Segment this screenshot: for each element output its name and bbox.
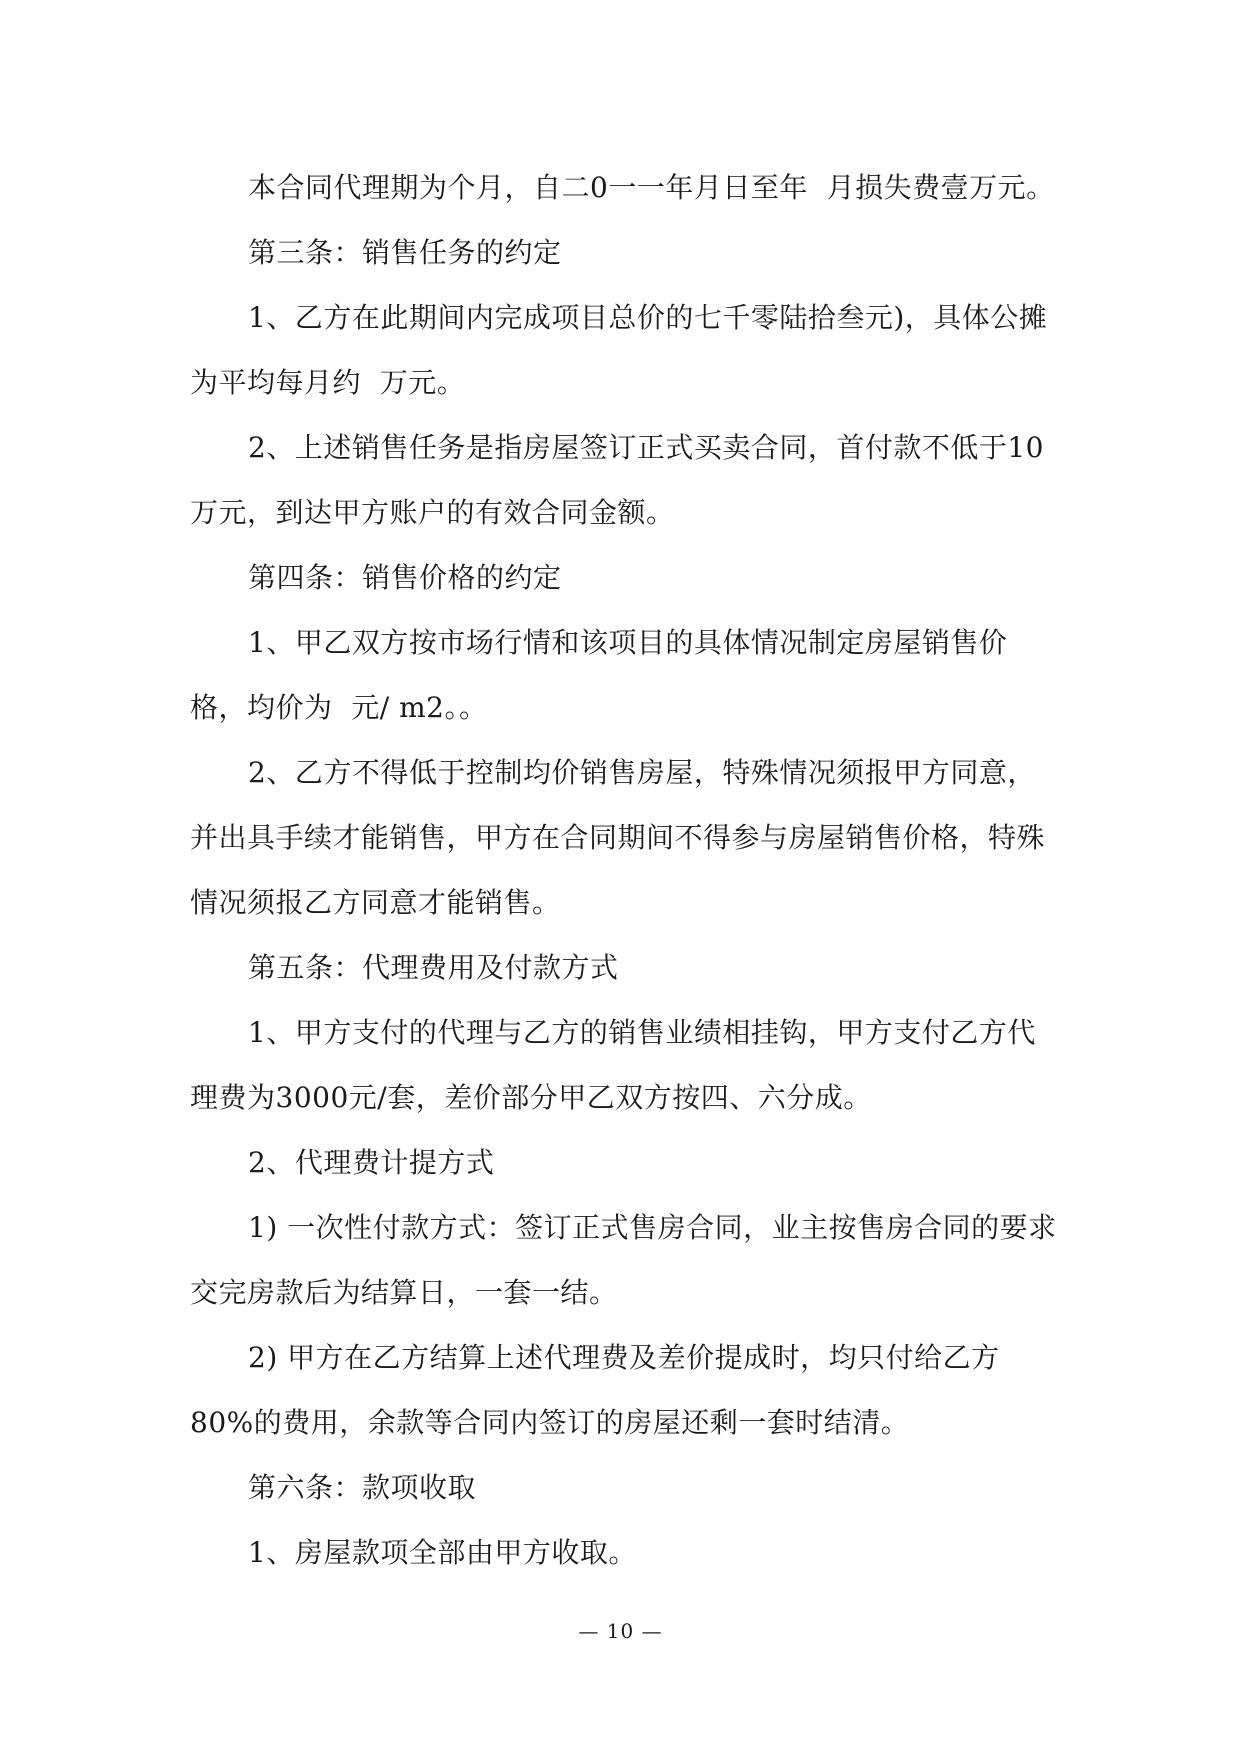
heading-article-4: 第四条：销售价格的约定 [248, 561, 562, 594]
heading-article-6: 第六条：款项收取 [248, 1471, 477, 1504]
paragraph-5-2-1: 1) 一次性付款方式：签订正式售房合同，业主按售房合同的要求交完房款后为结算日，一套一结。 [190, 1211, 1057, 1309]
paragraph-4-1: 1、甲乙双方按市场行情和该项目的具体情况制定房屋销售价格，均价为 元/ m2。。 [190, 626, 1008, 724]
paragraph-3-1: 1、乙方在此期间内完成项目总价的七千零陆拾叁元)，具体公摊为平均每月约 万元。 [190, 301, 1048, 399]
paragraph-6-1: 1、房屋款项全部由甲方收取。 [248, 1536, 637, 1569]
paragraph-4-2: 2、乙方不得低于控制均价销售房屋，特殊情况须报甲方同意，并出具手续才能销售，甲方在合同期间不得参与房屋销售价格，特殊情况须报乙方同意才能销售。 [190, 756, 1046, 919]
page-number: — 10 — [578, 1619, 663, 1643]
heading-article-3: 第三条：销售任务的约定 [248, 236, 562, 269]
paragraph-5-2-2: 2) 甲方在乙方结算上述代理费及差价提成时，均只付给乙方80%的费用，余款等合同内签订的房屋还剩一套时结清。 [190, 1341, 1000, 1439]
paragraph-5-2: 2、代理费计提方式 [248, 1146, 495, 1179]
document-body [190, 155, 1060, 1585]
paragraph-3-2: 2、上述销售任务是指房屋签订正式买卖合同，首付款不低于10万元，到达甲方账户的有效合同金额。 [190, 431, 1044, 529]
paragraph-agency-period: 本合同代理期为个月，自二0一一年月日至年 月损失费壹万元。 [248, 171, 1055, 204]
paragraph-5-1: 1、甲方支付的代理与乙方的销售业绩相挂钩，甲方支付乙方代理费为3000元/套，差价部分甲乙双方按四、六分成。 [190, 1016, 1036, 1114]
heading-article-5: 第五条：代理费用及付款方式 [248, 951, 619, 984]
